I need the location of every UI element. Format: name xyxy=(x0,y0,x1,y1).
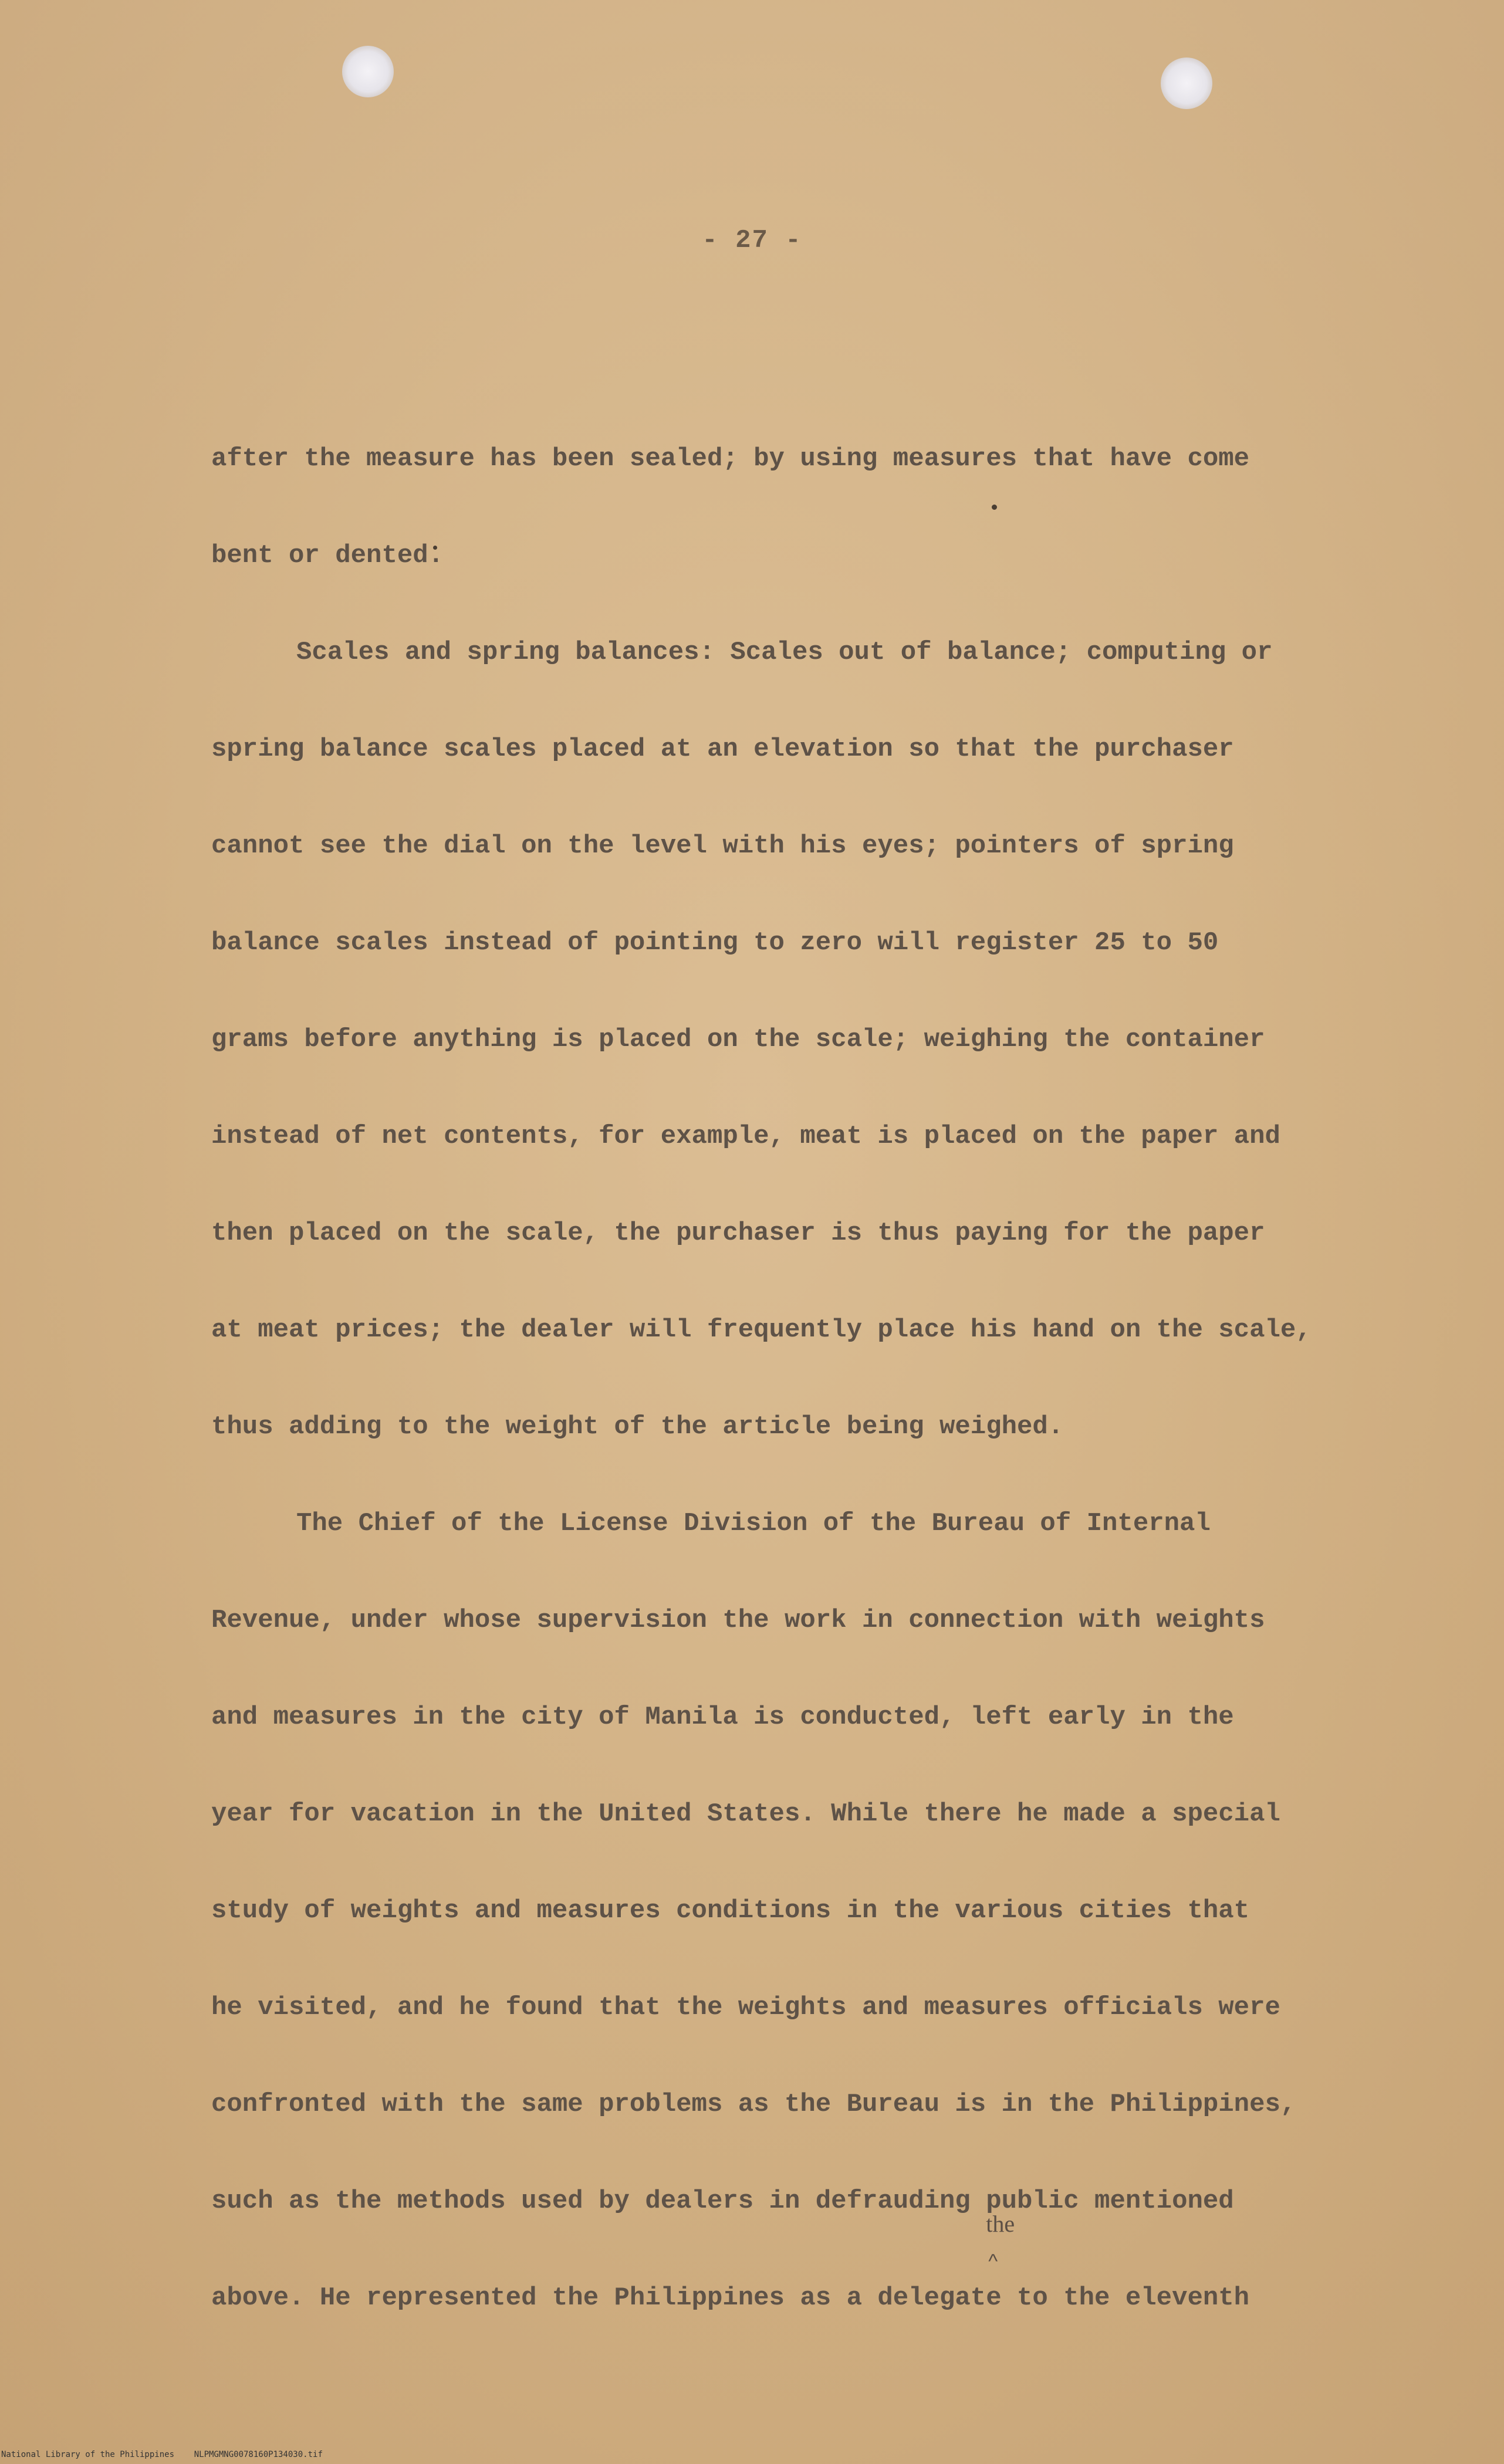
text-line-with-insertion xyxy=(211,2153,1356,2273)
caret-mark: ^ xyxy=(988,2250,998,2273)
text-line: instead of net contents, for example, meat is placed on the paper and xyxy=(211,1122,1280,1151)
insert-line-after: public mentioned xyxy=(986,2187,1234,2216)
text-line: The Chief of the License Division of the Bureau of Internal xyxy=(296,1509,1211,1538)
scan-footer: National Library of the Philippines NLPMGMNG0078160P134030.tif xyxy=(1,2450,323,2459)
text-line: cannot see the dial on the level with his eyes; pointers of spring xyxy=(211,831,1234,861)
text-line: Scales and spring balances: Scales out of balance; computing or xyxy=(296,638,1273,667)
text-line: balance scales instead of pointing to zero will register 25 to 50 xyxy=(211,928,1219,957)
page-number: - 27 - xyxy=(702,226,802,255)
body-text xyxy=(211,411,1356,2347)
text-line: above. He represented the Philippines as a delegate to the eleventh xyxy=(211,2283,1250,2313)
text-line: bent or dented. xyxy=(211,541,444,570)
punch-hole-left xyxy=(342,46,394,97)
text-line: and measures in the city of Manila is conducted, left early in the xyxy=(211,1703,1234,1732)
text-line: he visited, and he found that the weights and measures officials were xyxy=(211,1993,1280,2022)
text-line: at meat prices; the dealer will frequently place his hand on the scale, xyxy=(211,1315,1312,1345)
text-line: study of weights and measures conditions in the various cities that xyxy=(211,1896,1250,1925)
punch-hole-right xyxy=(1161,57,1212,109)
insert-line-before: such as the methods used by dealers in defrauding xyxy=(211,2187,986,2216)
text-line: confronted with the same problems as the Bureau is in the Philippines, xyxy=(211,2090,1296,2119)
text-line: thus adding to the weight of the article being weighed. xyxy=(211,1412,1064,1441)
text-line: grams before anything is placed on the scale; weighing the container xyxy=(211,1025,1265,1054)
text-line: then placed on the scale, the purchaser is thus paying for the paper xyxy=(211,1219,1265,1248)
text-line: year for vacation in the United States. While there he made a special xyxy=(211,1799,1280,1829)
inserted-word: the xyxy=(986,2211,1015,2237)
text-line: after the measure has been sealed; by using measures that have come xyxy=(211,444,1250,473)
text-line: spring balance scales placed at an elevation so that the purchaser xyxy=(211,735,1234,764)
text-line: Revenue, under whose supervision the work in connection with weights xyxy=(211,1606,1265,1635)
